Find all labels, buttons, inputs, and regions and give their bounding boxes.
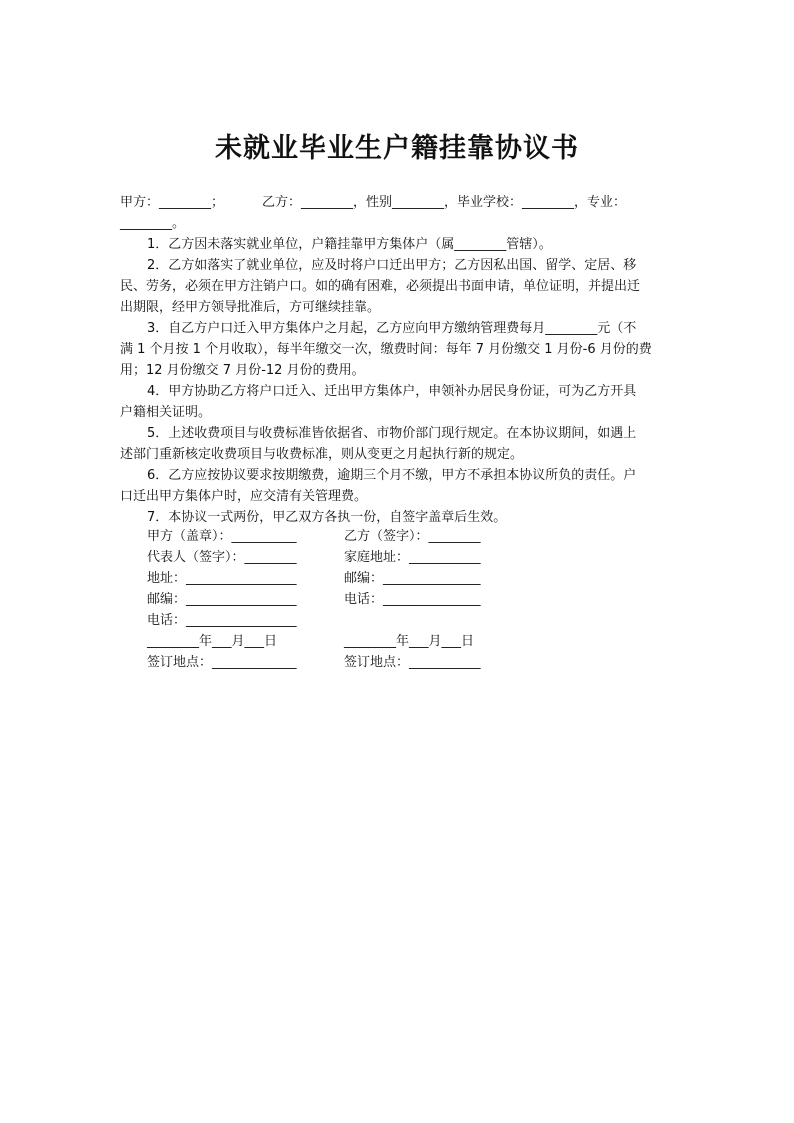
party-a-phone: 电话：_________________ <box>147 613 297 628</box>
party-a-date: ________年___月___日 <box>147 634 278 649</box>
party-a: 甲方：________； <box>120 195 225 210</box>
clause-6-line: 6．乙方应按协议要求按期缴费，逾期三个月不缴，甲方不承担本协议所负的责任。户 <box>147 468 637 483</box>
clause-7-line: 7．本协议一式两份，甲乙双方各执一份，自签字盖章后生效。 <box>147 510 507 525</box>
parties-line-2: ________。 <box>120 216 186 231</box>
clause-5-line: 述部门重新核定收费项目与收费标准，则从变更之月起执行新的规定。 <box>120 447 524 462</box>
document-body <box>120 192 687 528</box>
party-b-phone: 电话：_______________ <box>344 592 481 607</box>
signature-row <box>147 611 667 632</box>
party-a-signing-place: 签订地点：_____________ <box>147 655 297 670</box>
clause-3-line: 3．自乙方户口迁入甲方集体户之月起，乙方应向甲方缴纳管理费每月________元（不 <box>147 321 637 336</box>
party-b-sign: 乙方（签字）：________ <box>344 529 481 544</box>
signature-row <box>147 569 667 590</box>
party-b: 乙方：________，性别________，毕业学校：________，专业： <box>262 195 627 210</box>
home-address: 家庭地址：___________ <box>344 550 481 565</box>
representative-sign: 代表人（签字）：________ <box>147 550 297 565</box>
clause-6-line: 口迁出甲方集体户时，应交清有关管理费。 <box>120 489 368 504</box>
signature-row <box>147 548 667 569</box>
clause-3-line: 用；12 月份缴交 7 月份-12 月份的费用。 <box>120 363 365 378</box>
party-b-date: ________年___月___日 <box>344 634 475 649</box>
signature-row <box>147 590 667 611</box>
signature-row <box>147 527 667 548</box>
party-b-postcode: 邮编：_______________ <box>344 571 481 586</box>
clause-1-line: 1．乙方因未落实就业单位，户籍挂靠甲方集体户（属________管辖）。 <box>147 237 552 252</box>
clause-3-line: 满 1 个月按 1 个月收取），每半年缴交一次，缴费时间：每年 7 月份缴交 1 月份-6 月份的费 <box>120 342 652 357</box>
clause-5-line: 5．上述收费项目与收费标准皆依据省、市物价部门现行规定。在本协议期间，如遇上 <box>147 426 637 441</box>
clause-4-line: 4．甲方协助乙方将户口迁入、迁出甲方集体户，申领补办居民身份证，可为乙方开具 <box>147 384 637 399</box>
signature-row <box>147 653 667 674</box>
party-a-seal: 甲方（盖章）：__________ <box>147 529 297 544</box>
party-a-postcode: 邮编：_________________ <box>147 592 297 607</box>
signature-block <box>147 527 667 674</box>
clause-2-line: 出期限，经甲方领导批准后，方可继续挂靠。 <box>120 300 381 315</box>
clause-2-line: 民、劳务，必须在甲方注销户口。如的确有困难，必须提出书面申请，单位证明，并提出迁 <box>120 279 641 294</box>
parties-line <box>120 192 687 213</box>
party-b-signing-place: 签订地点：___________ <box>344 655 481 670</box>
document-title: 未就业毕业生户籍挂靠协议书 <box>215 133 579 164</box>
clause-2-line: 2．乙方如落实了就业单位，应及时将户口迁出甲方；乙方因私出国、留学、定居、移 <box>147 258 637 273</box>
signature-row <box>147 632 667 653</box>
clause-4-line: 户籍相关证明。 <box>120 405 212 420</box>
party-a-address: 地址：_________________ <box>147 571 297 586</box>
